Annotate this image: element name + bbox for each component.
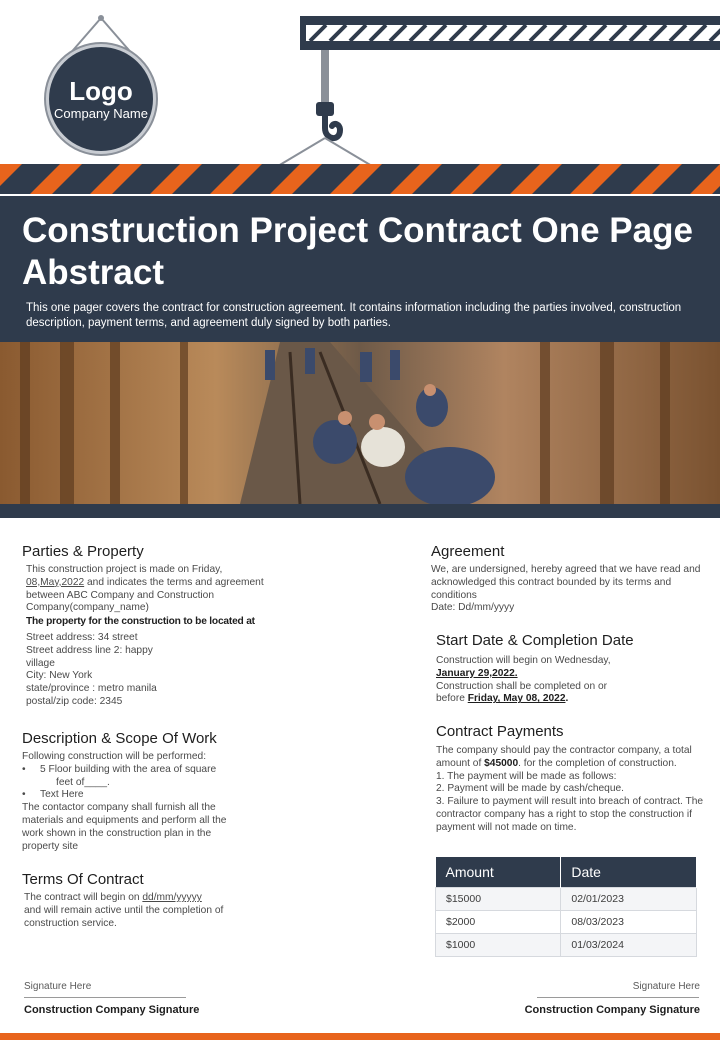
terms-heading: Terms Of Contract — [22, 871, 144, 888]
agreement-body: We, are undersigned, hereby agreed that we have read and acknowledged this contract bounded by its terms and conditions — [431, 564, 701, 601]
amount-cell: $1000 — [436, 933, 561, 956]
intro-text: This one pager covers the contract for construction agreement. It contains information including the parties involved, construction description, payment terms, and agreement duly signed by both parties. — [26, 302, 682, 329]
amount-cell: $2000 — [436, 910, 561, 933]
property-located-label: The property for the construction to be located at — [26, 616, 255, 627]
payments-item: 2. Payment will be made by cash/cheque. — [436, 783, 625, 795]
payments-item: 3. Failure to payment will result into breach of contract. The contractor company has a right to stop the construction if payment will not made on time. — [436, 796, 704, 833]
scope-heading: Description & Scope Of Work — [22, 730, 217, 747]
address-line: postal/zip code: 2345 — [26, 695, 123, 707]
table-row — [436, 933, 697, 956]
left-signature-line — [24, 997, 186, 998]
scope-intro: Following construction will be performed: — [22, 751, 207, 762]
address-line: Street address line 2: happy village — [26, 644, 153, 669]
parties-intro-rest: and indicates the terms and agreement between ABC Company and Construction Company(company_name) — [26, 576, 264, 614]
amount-cell: $15000 — [436, 887, 561, 910]
address-line: City: New York — [26, 670, 93, 682]
logo-title: Logo — [69, 76, 133, 106]
scope-bullet-2: • Text Here — [22, 789, 244, 802]
dates-text — [436, 655, 686, 706]
right-signature-placeholder: Signature Here — [632, 981, 700, 992]
hazard-stripe — [0, 164, 720, 194]
photo-bottom-bar — [0, 504, 720, 518]
terms-rest: and will remain active until the completion of construction service. — [24, 904, 224, 929]
date-cell: 01/03/2024 — [561, 933, 697, 956]
payments-item: 1. The payment will be made as follows: — [436, 770, 617, 782]
crane-beam-graphic — [300, 16, 720, 50]
column-header-amount: Amount — [436, 857, 561, 887]
table-row — [436, 887, 697, 910]
terms-prefix: The contract will begin on — [24, 892, 143, 903]
address-line: state/province : metro manila — [26, 683, 157, 695]
dates-begin-date: January 29,2022. — [436, 667, 518, 679]
date-cell: 08/03/2023 — [561, 910, 697, 933]
dates-complete-line: before Friday, May 08, 2022. — [436, 693, 569, 705]
table-row — [436, 910, 697, 933]
agreement-text — [431, 564, 703, 615]
parties-text — [26, 564, 286, 615]
scope-bullet-1: • 5 Floor building with the area of square — [22, 764, 244, 777]
payments-heading: Contract Payments — [436, 723, 564, 740]
construction-workers-photo — [0, 342, 720, 504]
payments-intro: The company should pay the contractor company, a total amount of $45000. for the completion of construction. — [436, 745, 692, 769]
parties-intro: This construction project is made on Friday, — [26, 564, 223, 575]
table-header-row — [436, 857, 697, 887]
agreement-date: Date: Dd/mm/yyyy — [431, 602, 515, 614]
terms-text — [24, 892, 234, 930]
logo-company-name: Company Name — [54, 106, 148, 121]
parties-date: 08,May,2022 — [26, 576, 85, 588]
scope-bullet-1-cont: feet of____. — [56, 776, 110, 788]
scope-body: The contactor company shall furnish all the materials and equipments and perform all the work shown in the construction plan in the property site — [22, 802, 227, 852]
footer-accent-bar — [0, 1033, 720, 1040]
terms-date: dd/mm/yyyyy — [142, 892, 202, 903]
parties-heading: Parties & Property — [22, 543, 144, 560]
crane-hook-icon — [270, 50, 380, 168]
dates-heading: Start Date & Completion Date — [436, 632, 634, 649]
agreement-heading: Agreement — [431, 543, 505, 560]
date-cell: 02/01/2023 — [561, 887, 697, 910]
left-signature-placeholder: Signature Here — [24, 981, 92, 992]
payments-text — [436, 745, 706, 835]
dates-begin: Construction will begin on Wednesday, — [436, 655, 611, 666]
dates-complete: Construction shall be completed on or — [436, 680, 608, 692]
page-title: Construction Project Contract One Page Abstract — [22, 211, 693, 292]
column-header-date: Date — [561, 857, 697, 887]
company-logo — [46, 44, 156, 154]
property-address — [26, 632, 176, 709]
payment-schedule-table — [435, 857, 697, 957]
left-signature-label: Construction Company Signature — [24, 1004, 200, 1016]
scope-text — [22, 751, 244, 853]
address-line: Street address: 34 street — [26, 632, 138, 643]
right-signature-label: Construction Company Signature — [524, 1004, 700, 1016]
right-signature-line — [537, 997, 699, 998]
